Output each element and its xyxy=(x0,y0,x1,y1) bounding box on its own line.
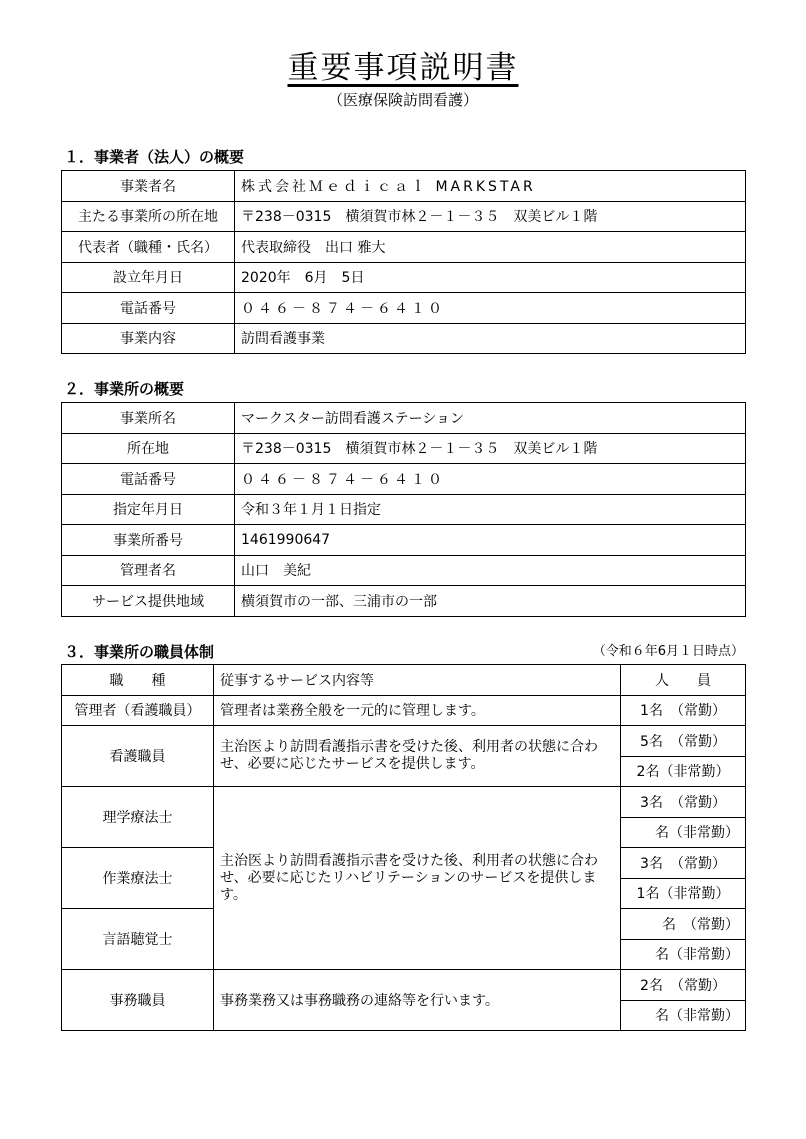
label-cell: 電話番号 xyxy=(62,293,235,324)
value-cell: ０４６－８７４－６４１０ xyxy=(235,293,746,324)
value-cell: 〒238－0315 横須賀市林２－１－３５ 双美ビル１階 xyxy=(235,201,746,232)
table-row xyxy=(62,525,746,556)
table-row xyxy=(62,171,746,202)
as-of-date: （令和６年6月１日時点） xyxy=(592,644,744,659)
value-cell: 株式会社Ｍｅｄｉｃａｌ MARKSTAR xyxy=(235,171,746,202)
table-row xyxy=(62,201,746,232)
corporate-overview-table xyxy=(61,170,746,354)
section2-heading: ２．事業所の概要 xyxy=(64,380,185,398)
content-manager: 管理者は業務全般を一元的に管理します。 xyxy=(214,695,621,726)
role-ot: 作業療法士 xyxy=(62,848,214,909)
value-cell: マークスター訪問看護ステーション xyxy=(235,403,746,434)
section1-heading: １．事業者（法人）の概要 xyxy=(64,148,245,166)
count-pt-full: 3名 （常勤） xyxy=(621,787,746,818)
count-ot-full: 3名 （常勤） xyxy=(621,848,746,879)
label-cell: 電話番号 xyxy=(62,464,235,495)
role-pt: 理学療法士 xyxy=(62,787,214,848)
label-cell: サービス提供地域 xyxy=(62,586,235,617)
value-cell: 代表取締役 出口 雅大 xyxy=(235,232,746,263)
role-st: 言語聴覚士 xyxy=(62,909,214,970)
table-row xyxy=(62,726,746,757)
count-manager: 1名 （常勤） xyxy=(621,695,746,726)
value-cell: 山口 美紀 xyxy=(235,555,746,586)
count-st-full: 名 （常勤） xyxy=(621,909,746,940)
table-row xyxy=(62,232,746,263)
value-cell: 令和３年１月１日指定 xyxy=(235,494,746,525)
label-cell: 事業内容 xyxy=(62,323,235,354)
office-overview-table xyxy=(61,402,746,617)
table-row xyxy=(62,262,746,293)
label-cell: 指定年月日 xyxy=(62,494,235,525)
label-cell: 主たる事業所の所在地 xyxy=(62,201,235,232)
value-cell: 2020年 6月 5日 xyxy=(235,262,746,293)
role-manager: 管理者（看護職員） xyxy=(62,695,214,726)
table-row xyxy=(62,433,746,464)
label-cell: 設立年月日 xyxy=(62,262,235,293)
count-st-part: 名（非常勤） xyxy=(621,939,746,970)
count-nurse-full: 5名 （常勤） xyxy=(621,726,746,757)
table-row xyxy=(62,665,746,696)
table-row xyxy=(62,403,746,434)
value-cell: 〒238－0315 横須賀市林２－１－３５ 双美ビル１階 xyxy=(235,433,746,464)
value-cell: 訪問看護事業 xyxy=(235,323,746,354)
table-row xyxy=(62,464,746,495)
count-ot-part: 1名（非常勤） xyxy=(621,878,746,909)
label-cell: 事業所番号 xyxy=(62,525,235,556)
count-nurse-part: 2名（非常勤） xyxy=(621,756,746,787)
staff-table xyxy=(61,664,746,1031)
value-cell: 横須賀市の一部、三浦市の一部 xyxy=(235,586,746,617)
table-row xyxy=(62,695,746,726)
count-pt-part: 名（非常勤） xyxy=(621,817,746,848)
header-count: 人 員 xyxy=(621,665,746,696)
label-cell: 事業所名 xyxy=(62,403,235,434)
page-title: 重要事項説明書 xyxy=(287,50,519,86)
count-office-full: 2名 （常勤） xyxy=(621,970,746,1001)
table-row xyxy=(62,323,746,354)
value-cell: ０４６－８７４－６４１０ xyxy=(235,464,746,495)
content-office: 事務業務又は事務職務の連絡等を行います。 xyxy=(214,970,621,1031)
value-cell: 1461990647 xyxy=(235,525,746,556)
header-role: 職 種 xyxy=(62,665,214,696)
label-cell: 代表者（職種・氏名） xyxy=(62,232,235,263)
label-cell: 所在地 xyxy=(62,433,235,464)
role-nurse: 看護職員 xyxy=(62,726,214,787)
content-nurse: 主治医より訪問看護指示書を受けた後、利用者の状態に合わせ、必要に応じたサービスを提供します。 xyxy=(214,726,621,787)
table-row xyxy=(62,494,746,525)
count-office-part: 名（非常勤） xyxy=(621,1000,746,1031)
table-row xyxy=(62,970,746,1001)
content-rehab: 主治医より訪問看護指示書を受けた後、利用者の状態に合わせ、必要に応じたリハビリテーションのサービスを提供します。 xyxy=(214,787,621,970)
table-row xyxy=(62,787,746,818)
role-office: 事務職員 xyxy=(62,970,214,1031)
table-row xyxy=(62,586,746,617)
label-cell: 事業者名 xyxy=(62,171,235,202)
table-row xyxy=(62,293,746,324)
table-row xyxy=(62,555,746,586)
section3-heading: ３．事業所の職員体制 xyxy=(64,643,215,661)
header-content: 従事するサービス内容等 xyxy=(214,665,621,696)
label-cell: 管理者名 xyxy=(62,555,235,586)
page-subtitle: （医療保険訪問看護） xyxy=(327,91,478,109)
